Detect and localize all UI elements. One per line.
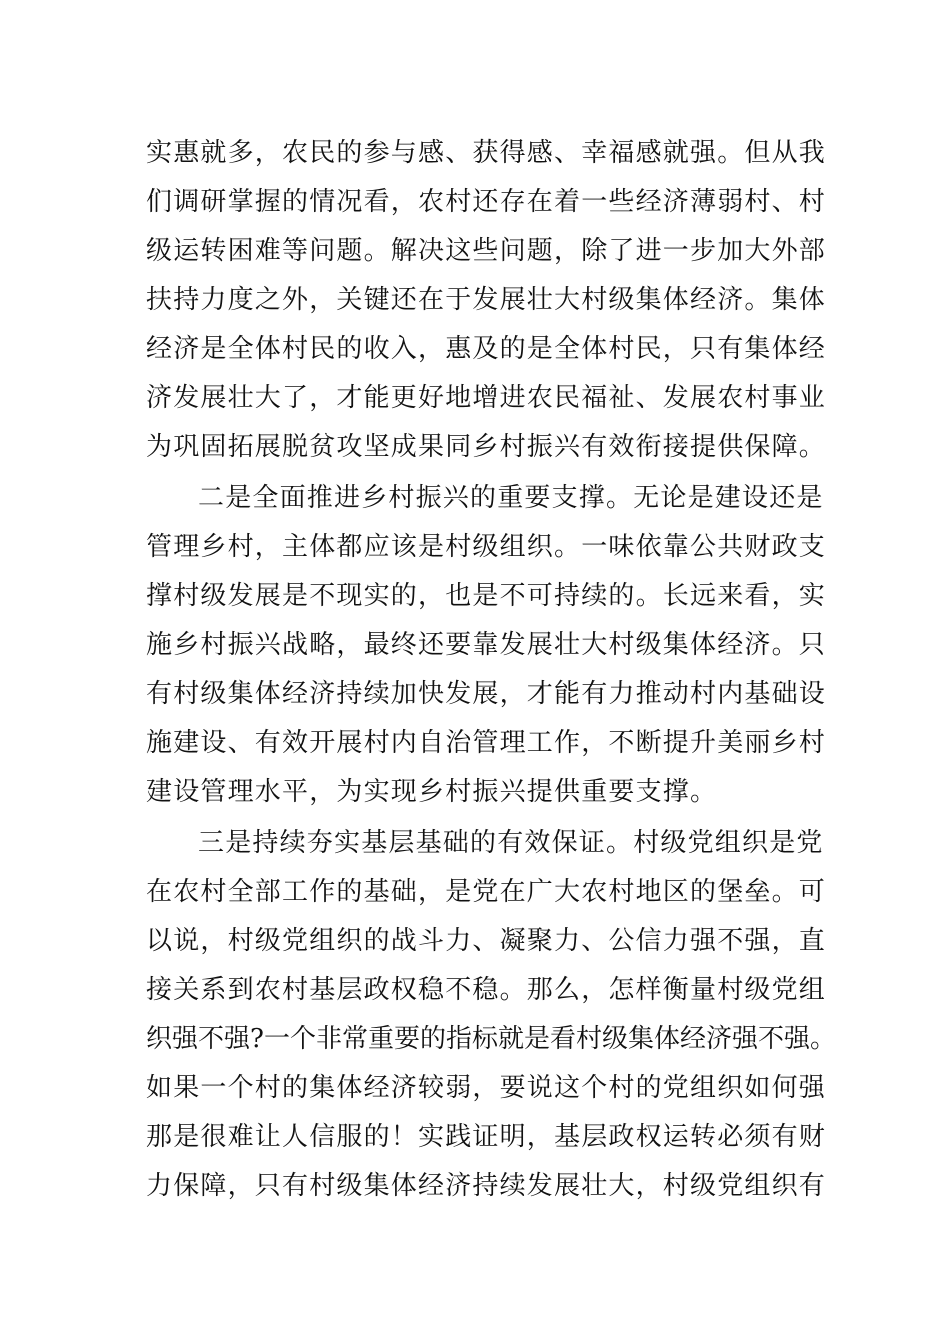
text-line: 撑村级发展是不现实的，也是不可持续的。长远来看，实 <box>146 581 827 611</box>
text-line: 们调研掌握的情况看，农村还存在着一些经济薄弱村、村 <box>146 187 827 217</box>
text-line: 级运转困难等问题。解决这些问题，除了进一步加大外部 <box>146 236 827 266</box>
paragraph-3-first-line: 三是持续夯实基层基础的有效保证。村级党组织是党 <box>198 828 824 858</box>
text-line: 扶持力度之外，关键还在于发展壮大村级集体经济。集体 <box>146 285 827 315</box>
text-line: 施建设、有效开展村内自治管理工作，不断提升美丽乡村 <box>146 728 827 758</box>
text-line: 济发展壮大了，才能更好地增进农民福祉、发展农村事业 <box>146 383 827 413</box>
paragraph-2-first-line: 二是全面推进乡村振兴的重要支撑。无论是建设还是 <box>198 483 824 513</box>
text-line: 为巩固拓展脱贫攻坚成果同乡村振兴有效衔接提供保障。 <box>146 432 827 462</box>
text-line: 在农村全部工作的基础，是党在广大农村地区的堡垒。可 <box>146 877 827 907</box>
text-line: 建设管理水平，为实现乡村振兴提供重要支撑。 <box>146 777 718 807</box>
text-line: 经济是全体村民的收入，惠及的是全体村民，只有集体经 <box>146 334 827 364</box>
text-line: 如果一个村的集体经济较弱，要说这个村的党组织如何强 <box>146 1073 827 1103</box>
text-line: 织强不强?一个非常重要的指标就是看村级集体经济强不强。 <box>146 1024 836 1054</box>
text-line: 力保障，只有村级集体经济持续发展壮大，村级党组织有 <box>146 1171 827 1201</box>
text-line: 有村级集体经济持续加快发展，才能有力推动村内基础设 <box>146 679 827 709</box>
text-line: 施乡村振兴战略，最终还要靠发展壮大村级集体经济。只 <box>146 630 827 660</box>
text-line: 接关系到农村基层政权稳不稳。那么，怎样衡量村级党组 <box>146 975 827 1005</box>
text-line: 实惠就多，农民的参与感、获得感、幸福感就强。但从我 <box>146 138 827 168</box>
text-line: 管理乡村，主体都应该是村级组织。一味依靠公共财政支 <box>146 532 827 562</box>
text-line: 以说，村级党组织的战斗力、凝聚力、公信力强不强，直 <box>146 926 827 956</box>
text-line: 那是很难让人信服的！实践证明，基层政权运转必须有财 <box>146 1122 827 1152</box>
